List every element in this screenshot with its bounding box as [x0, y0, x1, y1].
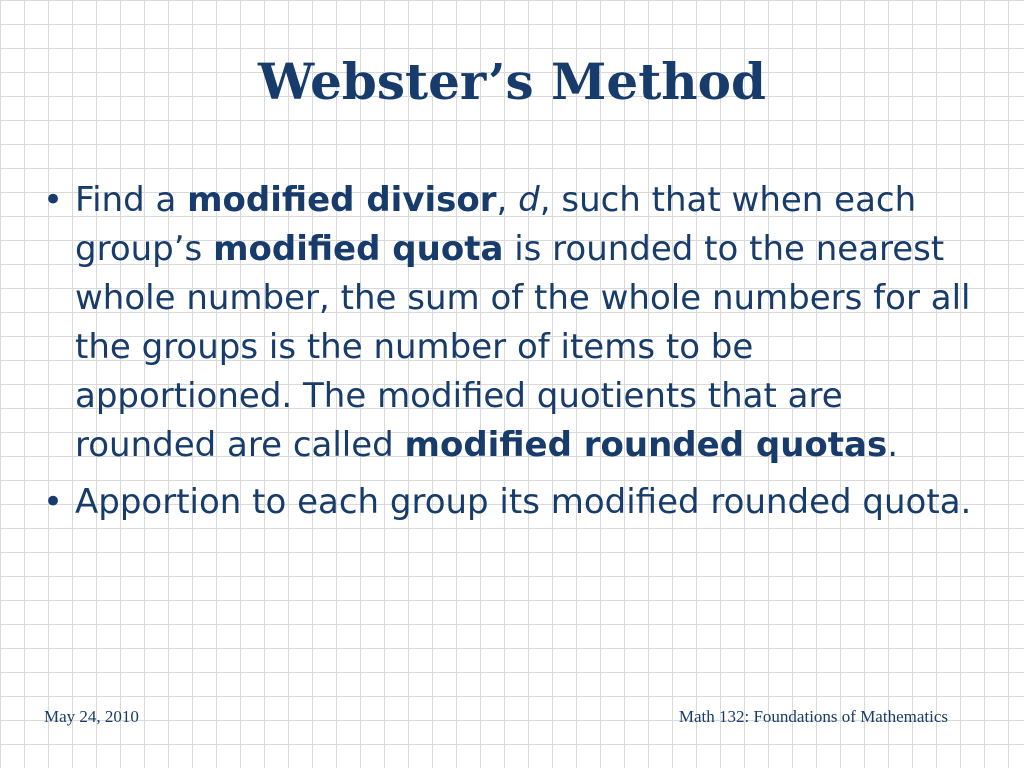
- term-modified-rounded-quotas: modified rounded quotas: [404, 425, 888, 465]
- bullet-text-part: Find a: [75, 180, 188, 220]
- bullet-marker: •: [42, 180, 64, 220]
- bullet-text-part: .: [887, 425, 899, 465]
- footer-date: May 24, 2010: [44, 707, 139, 726]
- term-modified-divisor: modified divisor: [187, 180, 497, 220]
- bullet-item-2: [40, 478, 980, 527]
- bullet-item-1: [40, 176, 980, 470]
- bullet-text-part: , such that when each group’s: [75, 180, 917, 269]
- bullet-text: Apportion to each group its modified rounded quota.: [75, 482, 972, 522]
- slide-content: [40, 176, 980, 535]
- bullet-text-part: ,: [496, 180, 519, 220]
- footer-course: Math 132: Foundations of Mathematics: [678, 707, 948, 726]
- variable-d: d: [518, 180, 540, 220]
- slide-title: Webster’s Method: [258, 52, 766, 111]
- term-modified-quota: modified quota: [213, 229, 504, 269]
- bullet-text-part: is rounded to the nearest whole number, the sum of the whole numbers for all the groups is the number of items to be apportioned. The modified quotients that are rounded are called: [75, 229, 971, 465]
- bullet-marker: •: [42, 482, 64, 522]
